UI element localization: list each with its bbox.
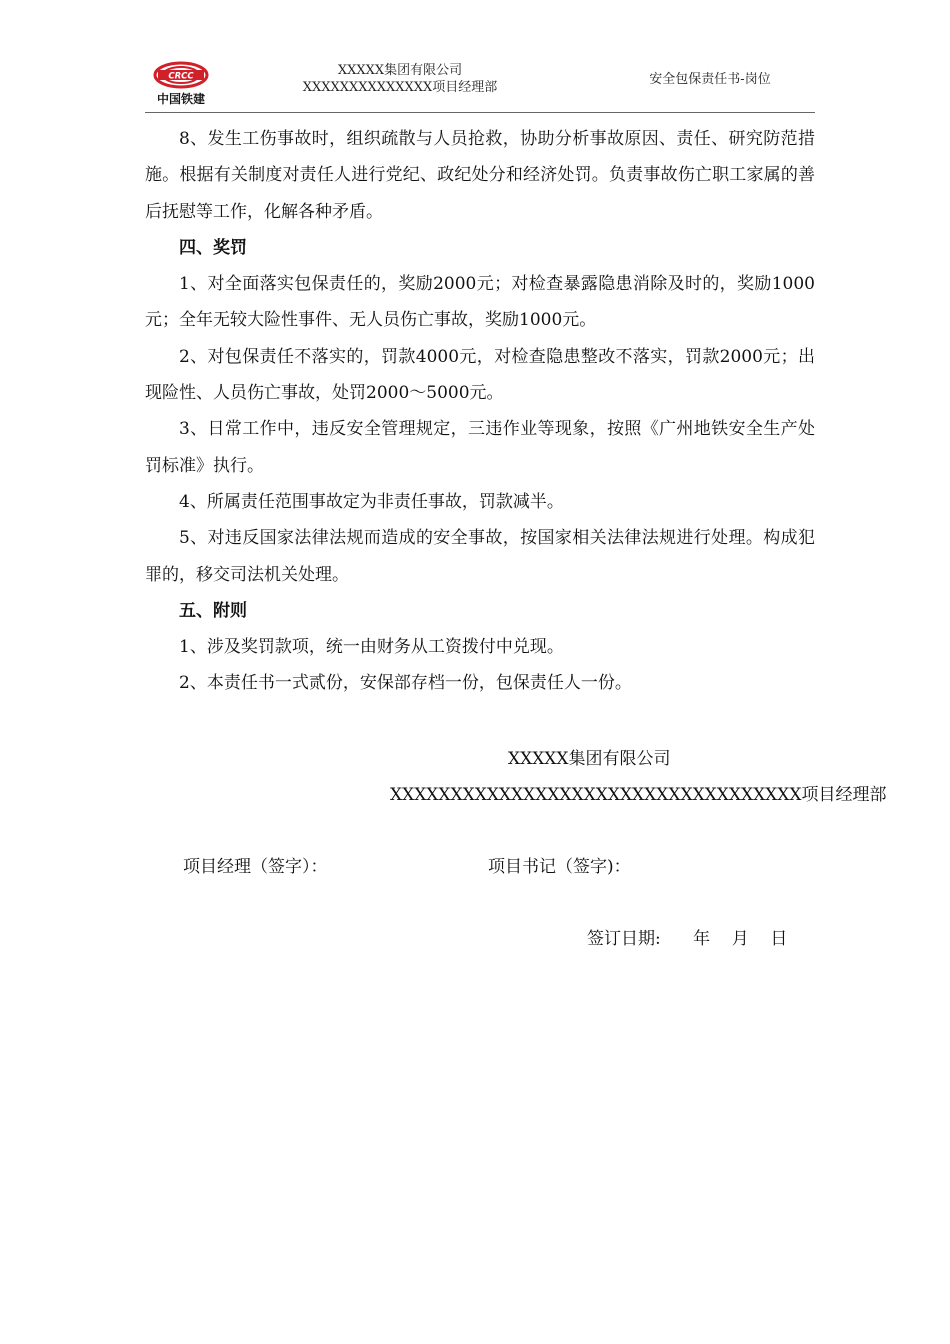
signature-department: XXXXXXXXXXXXXXXXXXXXXXXXXXXXXXXXXX项目经理部 [390,785,887,805]
project-secretary-signature-label: 项目书记（签字)： [488,857,631,877]
body-paragraph: 1、对全面落实包保责任的，奖励2000元；对检查暴露隐患消除及时的，奖励1000元；全年无较大险性事件、无人员伤亡事故，奖励1000元。 [145,274,815,331]
header-company: XXXXX集团有限公司 [337,63,463,78]
body-paragraph: 4、所属责任范围事故定为非责任事故，罚款减半。 [179,491,564,512]
header-doc-title: 安全包保责任书-岗位 [649,72,771,87]
logo-mark: CRCC [168,71,194,82]
body-paragraph: 2、对包保责任不落实的，罚款4000元，对检查隐患整改不落实，罚款2000元；出现险性、人员伤亡事故，处罚2000～5000元。 [145,346,815,404]
body-paragraph: 8、发生工伤事故时，组织疏散与人员抢救，协助分析事故原因、责任、研究防范措施。根据有关制度对责任人进行党纪、政纪处分和经济处罚。负责事故伤亡职工家属的善后抚慰等工作，化解各种矛盾。 [145,129,815,222]
logo-text: 中国铁建 [156,92,205,106]
section-heading: 五、附则 [179,600,247,621]
header-org [260,62,540,96]
header-department: XXXXXXXXXXXXXX项目经理部 [302,80,498,95]
signing-date-label: 签订日期: 年 月 日 [587,929,788,949]
project-manager-signature-label: 项目经理（签字）： [183,857,328,877]
page-header [0,0,950,110]
document-body [145,121,815,702]
header-divider [145,112,815,113]
body-paragraph: 5、对违反国家法律法规而造成的安全事故，按国家相关法律法规进行处理。构成犯罪的，移交司法机关处理。 [145,528,815,585]
body-paragraph: 2、本责任书一式贰份，安保部存档一份，包保责任人一份。 [179,673,632,694]
signature-company: XXXXX集团有限公司 [508,749,671,769]
body-paragraph: 1、涉及奖罚款项，统一由财务从工资拨付中兑现。 [179,637,564,658]
section-heading: 四、奖罚 [179,237,247,258]
body-paragraph: 3、日常工作中，违反安全管理规定，三违作业等现象，按照《广州地铁安全生产处罚标准》执行。 [145,419,815,476]
